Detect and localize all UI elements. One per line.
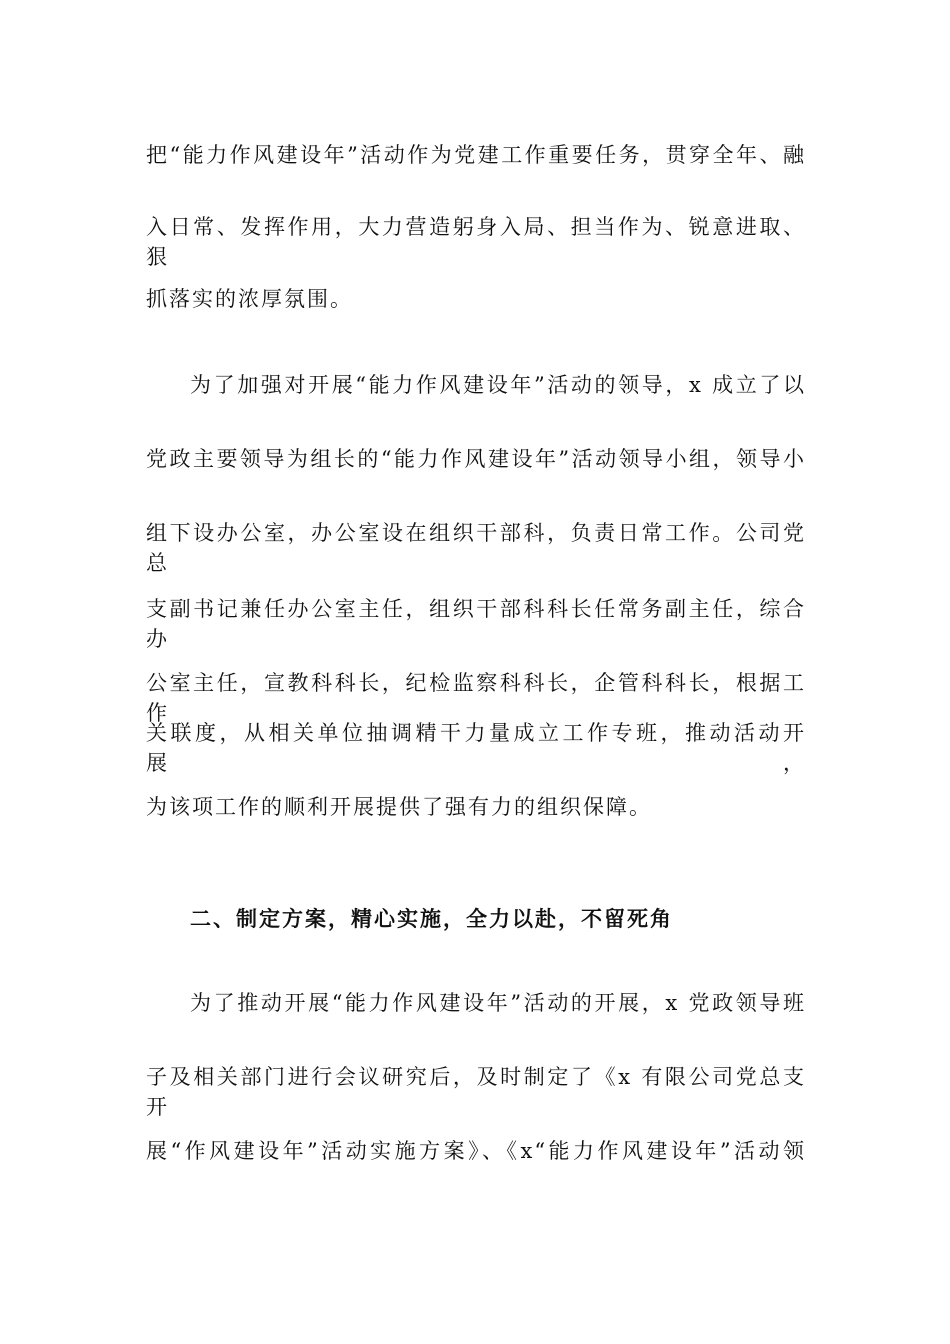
paragraph-line: 为了加强对开展“能力作风建设年”活动的领导，x 成立了以 [190, 373, 806, 397]
paragraph-line: 党政主要领导为组长的“能力作风建设年”活动领导小组，领导小 [146, 447, 806, 471]
paragraph-line: 支副书记兼任办公室主任，组织干部科科长任常务副主任，综合办 [146, 597, 806, 651]
paragraph-line: 关联度，从相关单位抽调精干力量成立工作专班，推动活动开展， [146, 721, 806, 775]
paragraph-line: 组下设办公室，办公室设在组织干部科，负责日常工作。公司党总 [146, 521, 806, 575]
paragraph-line: 入日常、发挥作用，大力营造躬身入局、担当作为、锐意进取、狠 [146, 215, 806, 269]
paragraph-line: 展“作风建设年”活动实施方案》、《x“能力作风建设年”活动领 [146, 1139, 806, 1163]
paragraph-line: 抓落实的浓厚氛围。 [146, 287, 353, 311]
paragraph-line: 把“能力作风建设年”活动作为党建工作重要任务，贯穿全年、融 [146, 143, 806, 167]
section-heading: 二、制定方案，精心实施，全力以赴，不留死角 [190, 906, 673, 931]
paragraph-line: 为了推动开展“能力作风建设年”活动的开展，x 党政领导班 [190, 991, 806, 1015]
paragraph-line: 子及相关部门进行会议研究后，及时制定了《x 有限公司党总支开 [146, 1065, 806, 1119]
paragraph-line: 为该项工作的顺利开展提供了强有力的组织保障。 [146, 795, 652, 819]
paragraph-line: 公室主任，宣教科科长，纪检监察科科长，企管科科长，根据工作 [146, 671, 806, 725]
